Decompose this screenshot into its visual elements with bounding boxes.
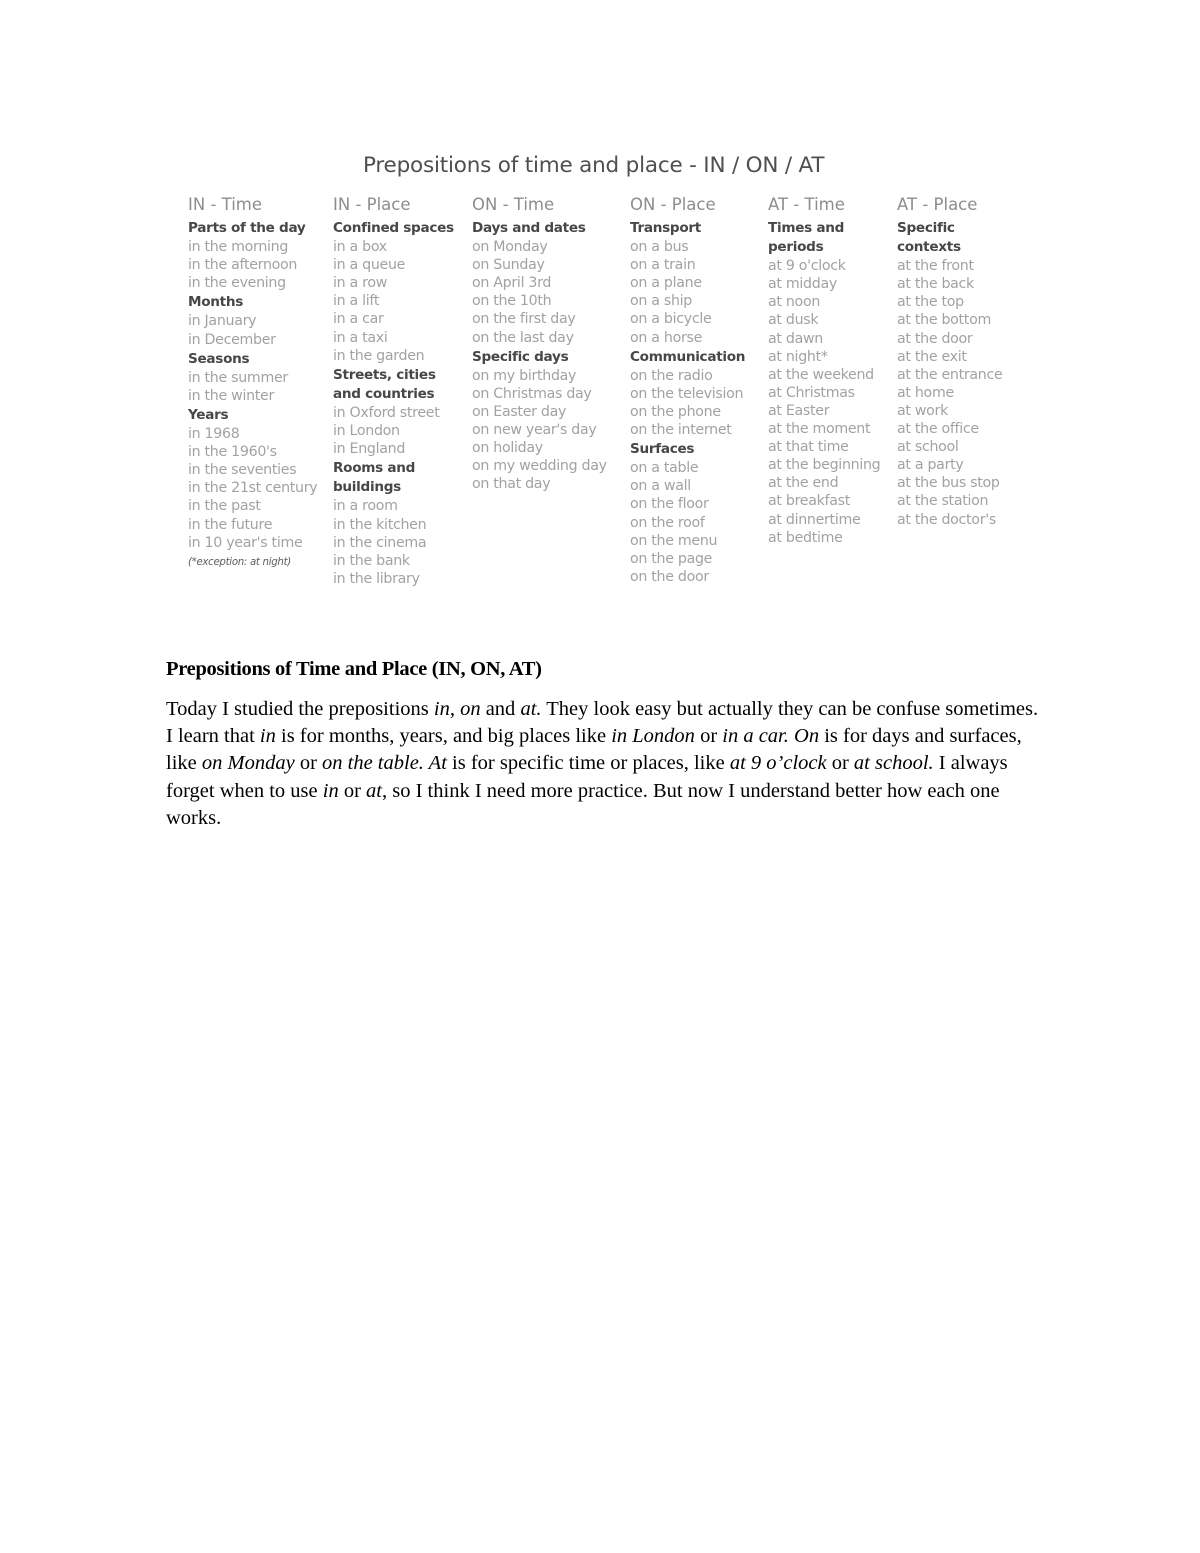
category-label: buildings — [333, 479, 401, 496]
example-phrase: on a table — [630, 460, 699, 477]
example-phrase: at the weekend — [768, 366, 874, 383]
category-label: contexts — [897, 239, 961, 256]
example-phrase: at dawn — [768, 330, 823, 347]
italic-run: at. — [520, 698, 542, 720]
italic-run: on the table. At — [322, 752, 447, 775]
text-run: Today I studied the prepositions — [166, 698, 434, 720]
example-phrase: in a queue — [333, 257, 406, 274]
column-rows — [472, 219, 607, 493]
example-phrase: on a ship — [630, 293, 693, 310]
column-rows — [897, 219, 1002, 529]
example-phrase: at the beginning — [768, 457, 881, 474]
text-run: They look easy but actually they can be confuse sometimes. I learn that — [166, 698, 1039, 748]
example-phrase: at Christmas — [768, 384, 855, 401]
example-phrase: on Monday — [472, 239, 548, 256]
example-phrase: on a bus — [630, 239, 689, 256]
example-phrase: at the top — [897, 294, 964, 311]
example-phrase: on a wall — [630, 478, 691, 495]
example-phrase: in the winter — [188, 387, 274, 404]
example-phrase: at the front — [897, 258, 974, 275]
example-phrase: at the bottom — [897, 312, 991, 329]
text-run: or — [826, 752, 854, 775]
reference-column — [630, 195, 745, 586]
example-phrase: at night* — [768, 348, 828, 365]
text-run: or — [338, 779, 367, 802]
reference-column — [768, 195, 880, 547]
example-phrase: in the bank — [333, 552, 410, 569]
text-run: , — [449, 698, 461, 720]
category-label: Specific days — [472, 348, 569, 365]
example-phrase: on the internet — [630, 422, 732, 439]
category-label: Parts of the day — [188, 220, 306, 236]
example-phrase: in the summer — [188, 369, 288, 386]
example-phrase: on the radio — [630, 367, 713, 384]
column-rows — [768, 219, 880, 547]
text-run: , so I think I need more practice. But now I understand better how each one works. — [166, 779, 1000, 829]
example-phrase: on a horse — [630, 329, 703, 346]
example-phrase: in a box — [333, 239, 387, 256]
example-phrase: on the first day — [472, 311, 576, 328]
category-label: Surfaces — [630, 441, 695, 458]
category-label: Years — [188, 406, 229, 423]
column-heading: AT - Place — [897, 195, 978, 214]
example-phrase: in the afternoon — [188, 257, 298, 274]
text-run: or — [294, 752, 323, 775]
column-heading: ON - Time — [472, 195, 555, 214]
example-phrase: on Easter day — [472, 403, 567, 420]
category-label: Transport — [630, 220, 701, 236]
example-phrase: at the station — [897, 493, 989, 510]
italic-run: in — [322, 779, 339, 802]
italic-run: in — [259, 725, 276, 748]
example-phrase: on the 10th — [472, 293, 552, 310]
text-run: is for days and surfaces, like — [166, 725, 1022, 775]
category-label: Communication — [630, 348, 746, 365]
example-phrase: on the menu — [630, 532, 718, 549]
example-phrase: in December — [188, 331, 276, 348]
example-phrase: at that time — [768, 439, 849, 456]
category-label: Specific — [897, 220, 955, 236]
example-phrase: in a car — [333, 311, 384, 328]
reference-image — [170, 145, 1030, 595]
example-phrase: in the garden — [333, 347, 425, 364]
column-heading: IN - Time — [188, 195, 263, 214]
example-phrase: on Sunday — [472, 257, 545, 274]
example-phrase: on the door — [630, 568, 709, 585]
example-phrase: in England — [333, 441, 406, 458]
category-label: and countries — [333, 385, 435, 402]
example-phrase: at the office — [897, 421, 979, 438]
reference-column — [472, 195, 607, 493]
example-phrase: at dusk — [768, 312, 819, 329]
category-label: Seasons — [188, 350, 250, 367]
column-heading: AT - Time — [768, 195, 845, 214]
example-phrase: in the 21st century — [188, 480, 318, 497]
example-phrase: at the bus stop — [897, 475, 1000, 492]
example-phrase: in a taxi — [333, 329, 388, 346]
category-label: Months — [188, 294, 244, 311]
column-heading: ON - Place — [630, 195, 716, 214]
text-run: is for months, years, and big places like — [275, 725, 612, 748]
example-phrase: in a room — [333, 498, 398, 515]
reference-column — [188, 195, 317, 572]
essay-title: Prepositions of Time and Place (IN, ON, AT) — [166, 658, 542, 680]
example-phrase: on the floor — [630, 496, 709, 513]
example-phrase: on a bicycle — [630, 311, 712, 328]
text-run: I always forget when to use — [166, 752, 1008, 802]
category-label: Streets, cities — [333, 366, 436, 383]
example-phrase: at dinnertime — [768, 511, 861, 528]
example-phrase: in the 1960's — [188, 444, 277, 461]
example-phrase: on the phone — [630, 403, 721, 420]
text-run: is for specific time or places, like — [446, 752, 730, 775]
example-phrase: at school — [897, 439, 959, 456]
example-phrase: at the moment — [768, 421, 871, 438]
column-rows — [333, 219, 454, 588]
example-phrase: in January — [188, 313, 257, 330]
example-phrase: at breakfast — [768, 493, 850, 510]
italic-run: on Monday — [201, 752, 295, 775]
example-phrase: at Easter — [768, 402, 830, 419]
example-phrase: in 1968 — [188, 426, 240, 443]
example-phrase: on Christmas day — [472, 385, 592, 402]
example-phrase: in 10 year's time — [188, 534, 303, 551]
category-label: Days and dates — [472, 220, 586, 236]
reference-title: Prepositions of time and place - IN / ON / AT — [363, 153, 825, 178]
category-label: Times and — [768, 220, 845, 236]
example-phrase: in the evening — [188, 275, 286, 292]
category-label: Confined spaces — [333, 220, 454, 236]
example-phrase: in Oxford street — [333, 404, 440, 421]
category-label: periods — [768, 239, 824, 256]
example-phrase: at the back — [897, 276, 974, 293]
essay-paragraph — [166, 696, 1046, 832]
reference-column — [333, 195, 454, 588]
example-phrase: on a train — [630, 257, 696, 274]
example-phrase: in a lift — [333, 293, 380, 310]
category-label: Rooms and — [333, 460, 416, 477]
example-phrase: on holiday — [472, 440, 543, 457]
example-phrase: at home — [897, 384, 954, 401]
text-run: or — [694, 725, 723, 748]
example-phrase: at 9 o'clock — [768, 258, 846, 275]
italic-run: on — [460, 698, 481, 720]
example-phrase: at the door — [897, 330, 973, 347]
example-phrase: at a party — [897, 457, 964, 474]
example-phrase: in the kitchen — [333, 516, 427, 533]
example-phrase: in the past — [188, 498, 261, 515]
example-phrase: on the roof — [630, 514, 705, 531]
example-phrase: at the entrance — [897, 366, 1003, 383]
example-phrase: in London — [333, 423, 400, 440]
column-rows — [188, 219, 317, 572]
essay — [166, 658, 1046, 832]
column-rows — [630, 219, 745, 586]
example-phrase: on a plane — [630, 275, 702, 292]
text-run: and — [480, 698, 521, 720]
footnote: (*exception: at night) — [188, 556, 291, 568]
example-phrase: in the morning — [188, 239, 289, 256]
italic-run: in — [433, 698, 450, 720]
example-phrase: in the seventies — [188, 462, 297, 479]
italic-run: in a car. On — [722, 725, 820, 748]
example-phrase: at the end — [768, 475, 839, 492]
example-phrase: in the cinema — [333, 534, 427, 551]
example-phrase: in the future — [188, 516, 273, 533]
example-phrase: on my birthday — [472, 367, 577, 384]
italic-run: at 9 o’clock — [729, 752, 827, 775]
example-phrase: in the library — [333, 570, 420, 587]
column-heading: IN - Place — [333, 195, 411, 214]
reference-column — [897, 195, 1002, 529]
example-phrase: on that day — [472, 476, 551, 493]
example-phrase: on the last day — [472, 329, 574, 346]
example-phrase: on the page — [630, 550, 713, 567]
example-phrase: at bedtime — [768, 529, 843, 546]
example-phrase: at noon — [768, 294, 821, 311]
italic-run: in London — [611, 725, 695, 748]
italic-run: at — [366, 779, 382, 802]
example-phrase: on new year's day — [472, 422, 597, 439]
example-phrase: at the doctor's — [897, 511, 996, 528]
example-phrase: in a row — [333, 275, 388, 292]
example-phrase: on my wedding day — [472, 458, 607, 475]
example-phrase: at the exit — [897, 348, 967, 365]
italic-run: at school. — [853, 752, 934, 775]
example-phrase: on April 3rd — [472, 275, 552, 292]
example-phrase: at midday — [768, 276, 837, 293]
example-phrase: at work — [897, 402, 948, 419]
example-phrase: on the television — [630, 385, 744, 402]
